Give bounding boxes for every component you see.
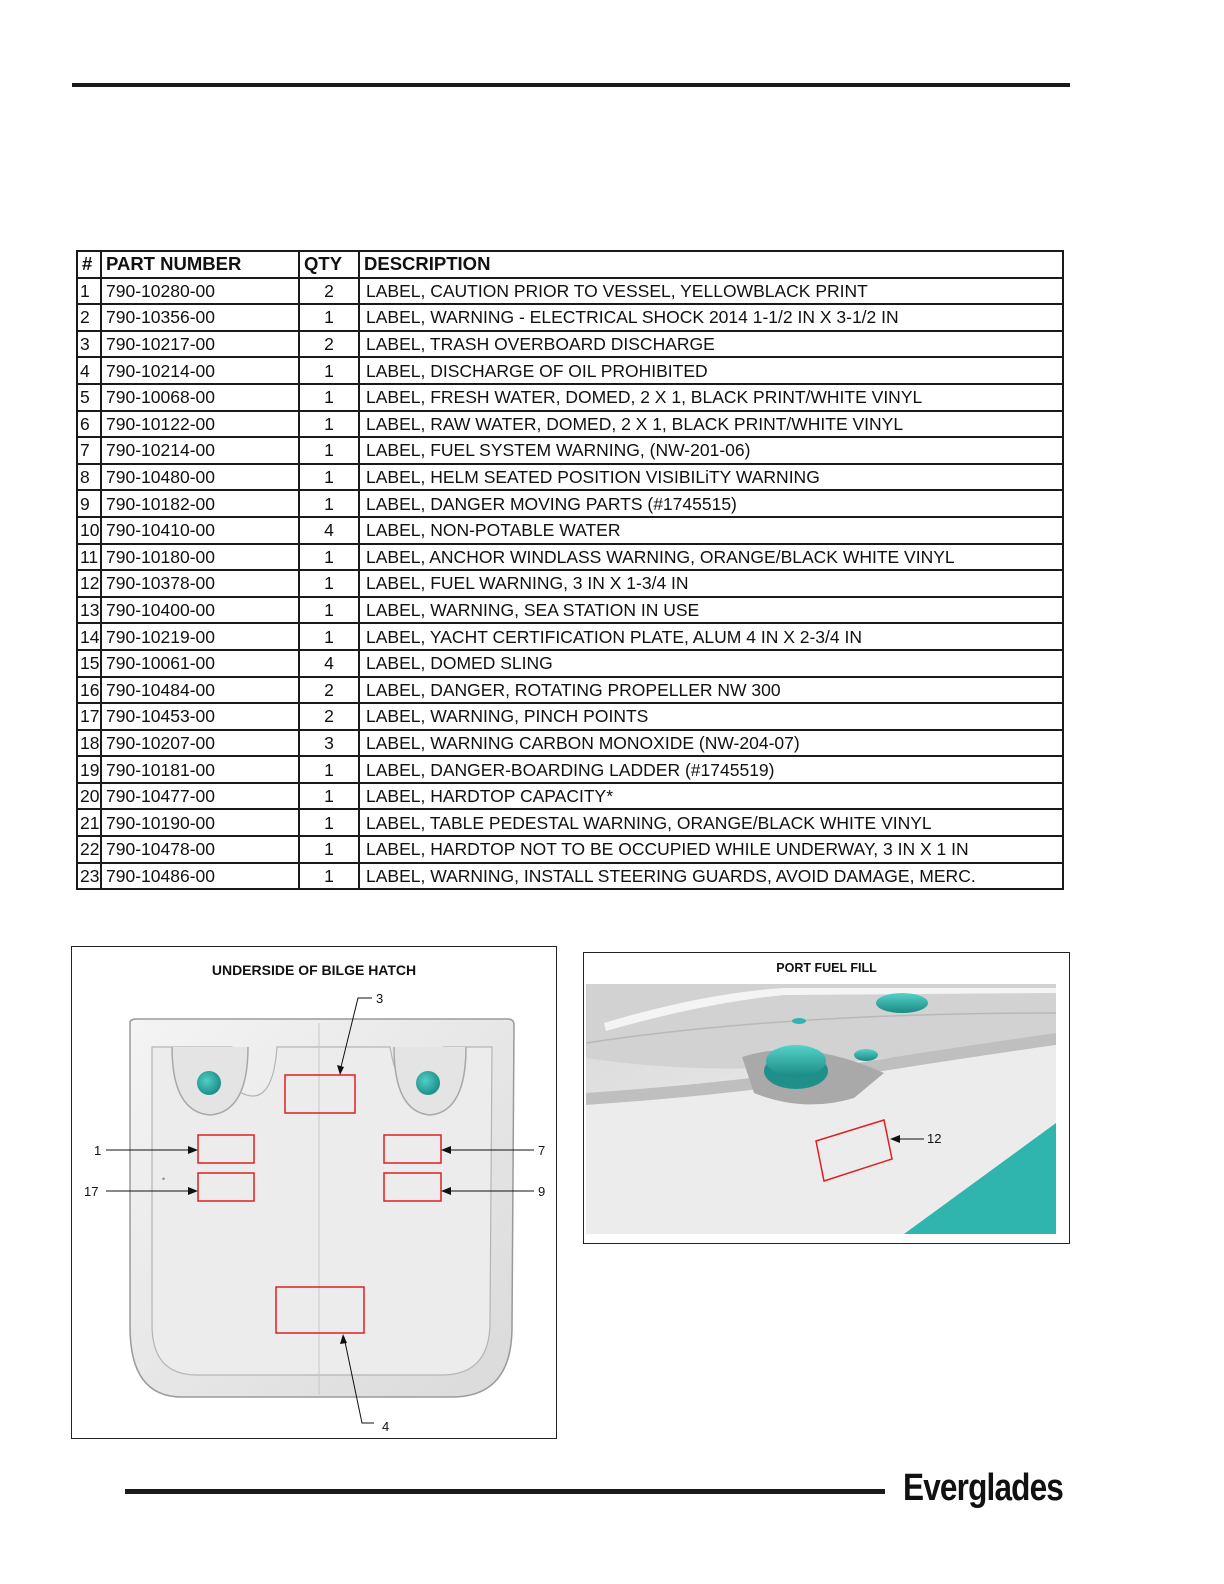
cell-qty: 1: [299, 411, 359, 438]
cell-qty: 2: [299, 331, 359, 358]
callout-4: 4: [382, 1419, 390, 1434]
cell-description: LABEL, FUEL SYSTEM WARNING, (NW-201-06): [359, 437, 1063, 464]
callout-9: 9: [538, 1184, 546, 1199]
cell-num: 10: [77, 517, 101, 544]
cell-description: LABEL, DISCHARGE OF OIL PROHIBITED: [359, 357, 1063, 384]
cell-qty: 4: [299, 650, 359, 677]
cell-num: 3: [77, 331, 101, 358]
cell-qty: 1: [299, 490, 359, 517]
cell-description: LABEL, WARNING, INSTALL STEERING GUARDS, AVOID DAMAGE, MERC.: [359, 863, 1063, 890]
bilge-hatch-drawing: [72, 947, 556, 1438]
table-row: [77, 650, 1063, 677]
cell-num: 1: [77, 278, 101, 305]
table-row: [77, 570, 1063, 597]
header-qty: QTY: [299, 251, 359, 278]
cell-qty: 1: [299, 836, 359, 863]
cell-description: LABEL, FUEL WARNING, 3 IN X 1-3/4 IN: [359, 570, 1063, 597]
callout-1: 1: [94, 1143, 102, 1158]
cell-part-number: 790-10486-00: [101, 863, 299, 890]
table-body: [77, 278, 1063, 890]
upper-fill-cap: [876, 993, 928, 1013]
cell-part-number: 790-10477-00: [101, 783, 299, 810]
table-row: [77, 331, 1063, 358]
table-row: [77, 437, 1063, 464]
header-rule: [72, 83, 1070, 87]
cell-num: 17: [77, 703, 101, 730]
callout-17: 17: [84, 1184, 99, 1199]
port-fuel-fill-drawing: [584, 953, 1069, 1243]
cell-part-number: 790-10453-00: [101, 703, 299, 730]
callout-3: 3: [376, 991, 384, 1006]
cell-num: 13: [77, 597, 101, 624]
cell-description: LABEL, RAW WATER, DOMED, 2 X 1, BLACK PRINT/WHITE VINYL: [359, 411, 1063, 438]
table-row: [77, 703, 1063, 730]
cell-description: LABEL, TABLE PEDESTAL WARNING, ORANGE/BLACK WHITE VINYL: [359, 809, 1063, 836]
cell-description: LABEL, DANGER, ROTATING PROPELLER NW 300: [359, 677, 1063, 704]
cell-num: 20: [77, 783, 101, 810]
right-teal-knob: [416, 1071, 440, 1095]
cell-qty: 1: [299, 357, 359, 384]
cell-qty: 2: [299, 278, 359, 305]
cell-description: LABEL, DOMED SLING: [359, 650, 1063, 677]
cell-description: LABEL, WARNING CARBON MONOXIDE (NW-204-07): [359, 730, 1063, 757]
cell-part-number: 790-10219-00: [101, 623, 299, 650]
cell-description: LABEL, HELM SEATED POSITION VISIBILiTY WARNING: [359, 464, 1063, 491]
table-row: [77, 783, 1063, 810]
cell-num: 4: [77, 357, 101, 384]
bilge-hatch-figure: [71, 946, 557, 1439]
table-row: [77, 490, 1063, 517]
header-part-number: PART NUMBER: [101, 251, 299, 278]
cell-num: 19: [77, 756, 101, 783]
table-row: [77, 677, 1063, 704]
header-num: #: [77, 251, 101, 278]
cell-part-number: 790-10068-00: [101, 384, 299, 411]
cell-part-number: 790-10280-00: [101, 278, 299, 305]
table-row: [77, 756, 1063, 783]
cell-qty: 1: [299, 384, 359, 411]
cell-part-number: 790-10217-00: [101, 331, 299, 358]
cell-description: LABEL, WARNING, SEA STATION IN USE: [359, 597, 1063, 624]
cell-qty: 1: [299, 756, 359, 783]
cell-part-number: 790-10480-00: [101, 464, 299, 491]
callout-7: 7: [538, 1143, 546, 1158]
cell-qty: 1: [299, 304, 359, 331]
cell-part-number: 790-10378-00: [101, 570, 299, 597]
cell-part-number: 790-10122-00: [101, 411, 299, 438]
cell-num: 21: [77, 809, 101, 836]
cell-qty: 1: [299, 570, 359, 597]
cell-qty: 1: [299, 623, 359, 650]
table-row: [77, 357, 1063, 384]
cell-num: 2: [77, 304, 101, 331]
cell-num: 14: [77, 623, 101, 650]
cell-num: 5: [77, 384, 101, 411]
cell-qty: 1: [299, 863, 359, 890]
cell-num: 18: [77, 730, 101, 757]
cell-num: 16: [77, 677, 101, 704]
cell-description: LABEL, HARDTOP NOT TO BE OCCUPIED WHILE UNDERWAY, 3 IN X 1 IN: [359, 836, 1063, 863]
cell-num: 15: [77, 650, 101, 677]
cell-description: LABEL, FRESH WATER, DOMED, 2 X 1, BLACK PRINT/WHITE VINYL: [359, 384, 1063, 411]
fuel-figure-title: PORT FUEL FILL: [776, 961, 877, 975]
brand-logo: Everglades: [903, 1467, 1064, 1509]
header-description: DESCRIPTION: [359, 251, 1063, 278]
table-row: [77, 278, 1063, 305]
cell-part-number: 790-10207-00: [101, 730, 299, 757]
cell-part-number: 790-10061-00: [101, 650, 299, 677]
cell-num: 11: [77, 544, 101, 571]
table-row: [77, 411, 1063, 438]
cell-part-number: 790-10400-00: [101, 597, 299, 624]
cell-qty: 2: [299, 703, 359, 730]
table-row: [77, 384, 1063, 411]
cell-qty: 4: [299, 517, 359, 544]
callout-12: 12: [927, 1131, 942, 1146]
cell-description: LABEL, CAUTION PRIOR TO VESSEL, YELLOWBLACK PRINT: [359, 278, 1063, 305]
table-row: [77, 863, 1063, 890]
cell-qty: 1: [299, 437, 359, 464]
cell-num: 23: [77, 863, 101, 890]
svg-text:•: •: [162, 1174, 166, 1184]
cell-qty: 3: [299, 730, 359, 757]
cell-num: 22: [77, 836, 101, 863]
cell-description: LABEL, YACHT CERTIFICATION PLATE, ALUM 4 IN X 2-3/4 IN: [359, 623, 1063, 650]
port-fuel-fill-figure: [583, 952, 1070, 1244]
table-row: [77, 597, 1063, 624]
cell-qty: 1: [299, 783, 359, 810]
cell-num: 7: [77, 437, 101, 464]
table-header: [77, 251, 1063, 278]
parts-table: [76, 250, 1064, 890]
footer-rule: [125, 1489, 885, 1494]
cell-num: 9: [77, 490, 101, 517]
table-row: [77, 730, 1063, 757]
cell-part-number: 790-10214-00: [101, 437, 299, 464]
cell-qty: 1: [299, 597, 359, 624]
cell-qty: 1: [299, 544, 359, 571]
bilge-figure-title: UNDERSIDE OF BILGE HATCH: [211, 962, 417, 978]
table-row: [77, 623, 1063, 650]
cell-part-number: 790-10478-00: [101, 836, 299, 863]
cell-part-number: 790-10181-00: [101, 756, 299, 783]
table-row: [77, 517, 1063, 544]
cell-part-number: 790-10190-00: [101, 809, 299, 836]
cell-description: LABEL, DANGER-BOARDING LADDER (#1745519): [359, 756, 1063, 783]
cell-description: LABEL, ANCHOR WINDLASS WARNING, ORANGE/BLACK WHITE VINYL: [359, 544, 1063, 571]
cell-description: LABEL, TRASH OVERBOARD DISCHARGE: [359, 331, 1063, 358]
cell-part-number: 790-10180-00: [101, 544, 299, 571]
cell-description: LABEL, HARDTOP CAPACITY*: [359, 783, 1063, 810]
fuel-fill-cap: [766, 1045, 826, 1077]
table-row: [77, 304, 1063, 331]
cell-part-number: 790-10410-00: [101, 517, 299, 544]
left-teal-knob: [197, 1071, 221, 1095]
cell-part-number: 790-10182-00: [101, 490, 299, 517]
table-row: [77, 836, 1063, 863]
table-row: [77, 464, 1063, 491]
cell-num: 8: [77, 464, 101, 491]
cell-description: LABEL, NON-POTABLE WATER: [359, 517, 1063, 544]
cell-part-number: 790-10214-00: [101, 357, 299, 384]
cell-qty: 1: [299, 809, 359, 836]
cell-part-number: 790-10356-00: [101, 304, 299, 331]
cell-description: LABEL, WARNING - ELECTRICAL SHOCK 2014 1-1/2 IN X 3-1/2 IN: [359, 304, 1063, 331]
cell-qty: 2: [299, 677, 359, 704]
cell-qty: 1: [299, 464, 359, 491]
table-row: [77, 809, 1063, 836]
table-row: [77, 544, 1063, 571]
cell-description: LABEL, DANGER MOVING PARTS (#1745515): [359, 490, 1063, 517]
cell-num: 12: [77, 570, 101, 597]
cell-num: 6: [77, 411, 101, 438]
cell-description: LABEL, WARNING, PINCH POINTS: [359, 703, 1063, 730]
cell-part-number: 790-10484-00: [101, 677, 299, 704]
